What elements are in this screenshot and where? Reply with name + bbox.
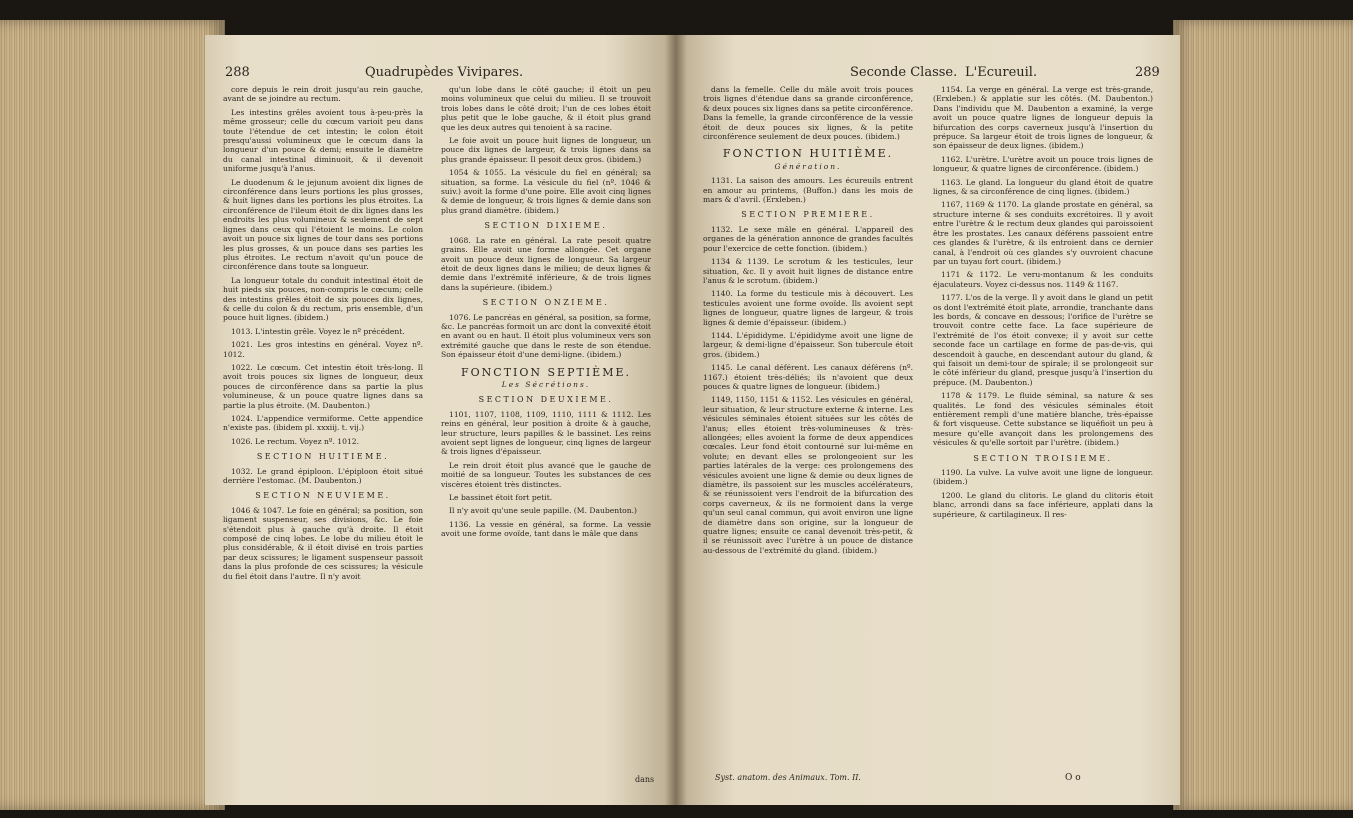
signature-mark: O o [1065,773,1081,783]
running-head-left: Quadrupèdes Vivipares. [365,65,524,80]
paragraph: 1132. Le sexe mâle en général. L'appareil des organes de la génération annonce de grandes facultés pour l'exercice de cette fonction. (ibidem.) [703,224,913,253]
paragraph: 1163. Le gland. La longueur du gland étoit de quatre lignes, & sa circonférence de cinq lignes. (ibidem.) [933,177,1153,197]
paragraph: 1136. La vessie en général, sa forme. La vessie avoit une forme ovoïde, tant dans le mâle que dans [441,519,651,539]
paragraph: 1101, 1107, 1108, 1109, 1110, 1111 & 1112. Les reins en général, leur position à droite & à gauche, leur structure, leurs papilles & le bassinet. Les reins avoient sept lignes de longueur, cinq lignes de largeur & trois lignes d'épaisseur. [441,409,651,457]
left-page-edges [0,20,225,810]
paragraph: Le rein droit étoit plus avancé que le gauche de moitié de sa longueur. Toutes les substances de ces viscères étoient très distinctes. [441,460,651,489]
paragraph: qu'un lobe dans le côté gauche; il étoit un peu moins volumineux que celui du milieu. Il se trouvoit trois lobes dans le côté droit; l'un de ces lobes étoit plus petit que le lobe gauche, & il étoit plus grand que les deux autres qui tenoient à sa racine. [441,85,651,132]
paragraph: 1149, 1150, 1151 & 1152. Les vésicules en général, leur situation, & leur structure externe & interne. Les vésicules séminales étoient situées sur les côtés de l'anus; elles étoient très-volumineuses & très-allongées; elles avoient la forme de deux appendices cœcales. Leur fond étoit contourné sur lui-même en volute; en devant elles se prolongeoient sur les parties latérales de la verge: ces prolongemens des vésicules avoient une ligne & demie ou deux lignes de diamètre, ils passoient sur les muscles accélérateurs, & se réunissoient vers l'endroit de la bifurcation des corps caverneux, & ils ne formoient dans la verge qu'un seul canal commun, qui avoit environ une ligne de diamètre dans son origine, sur la longueur de quatre lignes; ensuite ce canal devenoit très-petit, & il se réunissoit avec l'urètre à un pouce de distance au-dessous de l'extrémité du gland. (ibidem.) [703,395,913,555]
paragraph: 1144. L'épididyme. L'épididyme avoit une ligne de largeur, & demi-ligne d'épaisseur. Son tubercule étoit gros. (ibidem.) [703,330,913,359]
left-page-column-2 [441,85,651,543]
section-heading: SECTION TROISIEME. [973,453,1113,463]
paragraph: dans la femelle. Celle du mâle avoit trois pouces trois lignes d'étendue dans sa grande circonférence, & deux pouces six lignes dans sa petite circonférence. Dans la femelle, la grande circonférence de la vessie étoit de deux pouces six lignes, & la petite circonférence seulement de deux pouces. (ibidem.) [703,85,913,142]
paragraph: 1177. L'os de la verge. Il y avoit dans le gland un petit os dont l'extrémité étoit plate, arrondie, tranchante dans les bords, & concave en dessous; l'orifice de l'urètre se trouvoit contre cette face. La face supérieure de l'extrémité de l'os étoit convexe; il y avoit sur cette seconde face un cartilage en forme de pas-de-vis, qui descendoit à gauche, en descendant autour du gland, & qui faisoit un demi-tour de spirale; il se prolongeoit sur le côté inférieur du gland, presque jusqu'à l'insertion du prépuce. (M. Daubenton.) [933,293,1153,387]
paragraph: Le duodenum & le jejunum avoient dix lignes de circonférence dans leurs portions les plus grosses, & huit lignes dans les portions les plus étroites. La circonférence de l'ileum étoit de dix lignes dans les endroits les plus volumineux & seulement de sept lignes dans ceux qui l'étoient le moins. Le colon avoit un pouce six lignes de tour dans ses portions les plus grosses, & un pouce dans ses parties les plus étroites. Le rectum n'avoit qu'un pouce de circonférence dans toute sa longueur. [223,177,423,272]
paragraph: Les intestins grêles avoient tous à-peu-près la même grosseur; celle du cœcum varioit peu dans toute l'étendue de cet intestin; le colon étoit presqu'aussi volumineux que le cœcum dans la longueur d'un pouce & demi; ensuite le diamètre du canal intestinal diminuoit, & il devenoit uniforme jusqu'à l'anus. [223,107,423,174]
right-page-column-1 [703,85,913,559]
paragraph: 1190. La vulve. La vulve avoit une ligne de longueur. (ibidem.) [933,468,1153,487]
section-heading: SECTION PREMIERE. [741,210,875,220]
running-head-animal: L'Ecureuil. [965,65,1038,80]
paragraph: 1054 & 1055. La vésicule du fiel en général; sa situation, sa forme. La vésicule du fiel (nº. 1046 & suiv.) avoit la forme d'une poire. Elle avoit cinq lignes & demie de longueur, & trois lignes & demie dans son plus grand diamètre. (ibidem.) [441,168,651,215]
section-heading: SECTION HUITIEME. [256,452,390,462]
right-page-column-2 [933,85,1153,523]
paragraph: 1178 & 1179. Le fluide séminal, sa nature & ses qualités. Le fond des vésicules séminales étoit entièrement rempli d'une matière blanche, très-épaisse & fort visqueuse. Cette substance se liquéfioit un peu à mesure qu'elle avançoit dans les prolongemens des vésicules & qu'elle sortoit par l'urètre. (ibidem.) [933,391,1153,448]
book-gutter [665,35,687,805]
right-page-edges [1173,20,1353,810]
right-page [675,35,1180,805]
section-heading: SECTION NEUVIEME. [255,491,391,501]
paragraph: 1154. La verge en général. La verge est très-grande, (Erxleben.) & applatie sur les côtés. (M. Daubenton.) Dans l'individu que M. Daubenton a examiné, la verge avoit un pouce quatre lignes de longueur depuis la bifurcation des corps caverneux jusqu'à l'insertion du prépuce. Sa largeur étoit de trois lignes de longueur, & son épaisseur de deux lignes. (ibidem.) [933,85,1153,151]
catchword: dans [635,775,655,784]
paragraph: 1171 & 1172. Le veru-montanum & les conduits éjaculateurs. Voyez ci-dessus nos. 1149 & 1167. [933,270,1153,289]
paragraph: 1032. Le grand épiploon. L'épiploon étoit situé derrière l'estomac. (M. Daubenton.) [223,466,423,486]
section-heading: SECTION DIXIEME. [484,221,608,231]
paragraph: 1024. L'appendice vermiforme. Cette appendice n'existe pas. (ibidem pl. xxxiij. t. vij.) [223,414,423,433]
fonction-heading: FONCTION SEPTIÈME. [461,365,631,379]
paragraph: 1145. Le canal déférent. Les canaux déférens (nº. 1167.) étoient très-déliés; ils n'avoient que deux pouces & quatre lignes de longueur. (ibidem.) [703,363,913,391]
left-page [205,35,675,805]
paragraph: 1134 & 1139. Le scrotum & les testicules, leur situation, &c. Il y avoit huit lignes de distance entre l'anus & le scrotum. (ibidem.) [703,257,913,285]
subheading: Génération. [774,161,842,171]
page-number-left: 288 [225,65,250,80]
paragraph: La longueur totale du conduit intestinal étoit de huit pieds six pouces, non-compris le cœcum; celle des intestins grêles étoit de six pouces dix lignes, & celle du colon & du rectum, pris ensemble, d'un pouce huit lignes. (ibidem.) [223,275,423,323]
paragraph: core depuis le rein droit jusqu'au rein gauche, avant de se joindre au rectum. [223,85,423,104]
fonction-heading: FONCTION HUITIÈME. [722,147,894,161]
paragraph: Le foie avoit un pouce huit lignes de longueur, un pouce dix lignes de largeur, & trois lignes dans sa plus grande épaisseur. Il pesoit deux gros. (ibidem.) [441,136,651,164]
paragraph: 1076. Le pancréas en général, sa position, sa forme, &c. Le pancréas formoit un arc dont la convexité étoit en avant ou en haut. Il étoit plus volumineux vers son extrémité gauche que dans le reste de son étendue. Son épaisseur étoit d'une demi-ligne. (ibidem.) [441,312,651,360]
paragraph: Il n'y avoit qu'une seule papille. (M. Daubenton.) [449,506,638,516]
volume-footer: Syst. anatom. des Animaux. Tom. II. [715,773,861,782]
paragraph: Le bassinet étoit fort petit. [449,493,553,503]
paragraph: 1046 & 1047. Le foie en général; sa position, son ligament suspenseur, ses divisions, &c. Le foie s'étendoit plus à gauche qu'à droite. Il étoit composé de cinq lobes. Le lobe du milieu étoit le plus considérable, & il étoit divisé en trois parties par deux scissures; le ligament suspenseur passoit dans la plus profonde de ces scissures; la vésicule du fiel étoit dans l'autre. Il n'y avoit [223,505,423,581]
paragraph: 1022. Le cœcum. Cet intestin étoit très-long. Il avoit trois pouces six lignes de longueur, deux pouces de circonférence dans sa partie la plus volumineuse, & un pouce quatre lignes dans sa partie la plus étroite. (M. Daubenton.) [223,362,423,410]
running-head-class: Seconde Classe. [850,65,958,80]
section-heading: SECTION DEUXIEME. [478,395,614,405]
paragraph: 1131. La saison des amours. Les écureuils entrent en amour au printems, (Buffon.) dans les mois de mars & d'avril. (Erxleben.) [703,176,913,205]
paragraph: 1021. Les gros intestins en général. Voyez nº. 1012. [223,340,423,359]
paragraph: 1068. La rate en général. La rate pesoit quatre grains. Elle avoit une forme allongée. Cet organe avoit un pouce deux lignes de longueur. Sa largeur étoit de deux lignes dans le milieu; de deux lignes & demie dans l'extrémité inférieure, & de trois lignes dans la supérieure. (ibidem.) [441,235,651,292]
left-page-column-1 [223,85,423,585]
paragraph: 1200. Le gland du clitoris. Le gland du clitoris étoit blanc, arrondi dans sa face inférieure, applati dans la supérieure, & cartilagineux. Il res- [933,490,1153,519]
section-heading: SECTION ONZIEME. [482,298,610,308]
page-number-right: 289 [1135,65,1160,80]
subheading: Les Sécrétions. [501,379,591,389]
paragraph: 1162. L'urètre. L'urètre avoit un pouce trois lignes de longueur, & quatre lignes de circonférence. (ibidem.) [933,154,1153,174]
paragraph: 1026. Le rectum. Voyez nº. 1012. [231,436,360,446]
paragraph: 1140. La forme du testicule mis à découvert. Les testicules avoient une forme ovoïde. Ils avoient sept lignes de longueur, quatre lignes de largeur, & trois lignes & demie d'épaisseur. (ibidem.) [703,289,913,327]
paragraph: 1167, 1169 & 1170. La glande prostate en général, sa structure interne & ses conduits excrétoires. Il y avoit entre l'urètre & le rectum deux glandes qui paroissoient être les prostates. Les canaux déférens passoient entre ces glandes & l'urètre, & ils entroient dans ce dernier canal, à l'endroit où ces glandes s'y ouvroient chacune par un tuyau fort court. (ibidem.) [933,200,1153,266]
paragraph: 1013. L'intestin grêle. Voyez le nº précédent. [231,326,405,336]
